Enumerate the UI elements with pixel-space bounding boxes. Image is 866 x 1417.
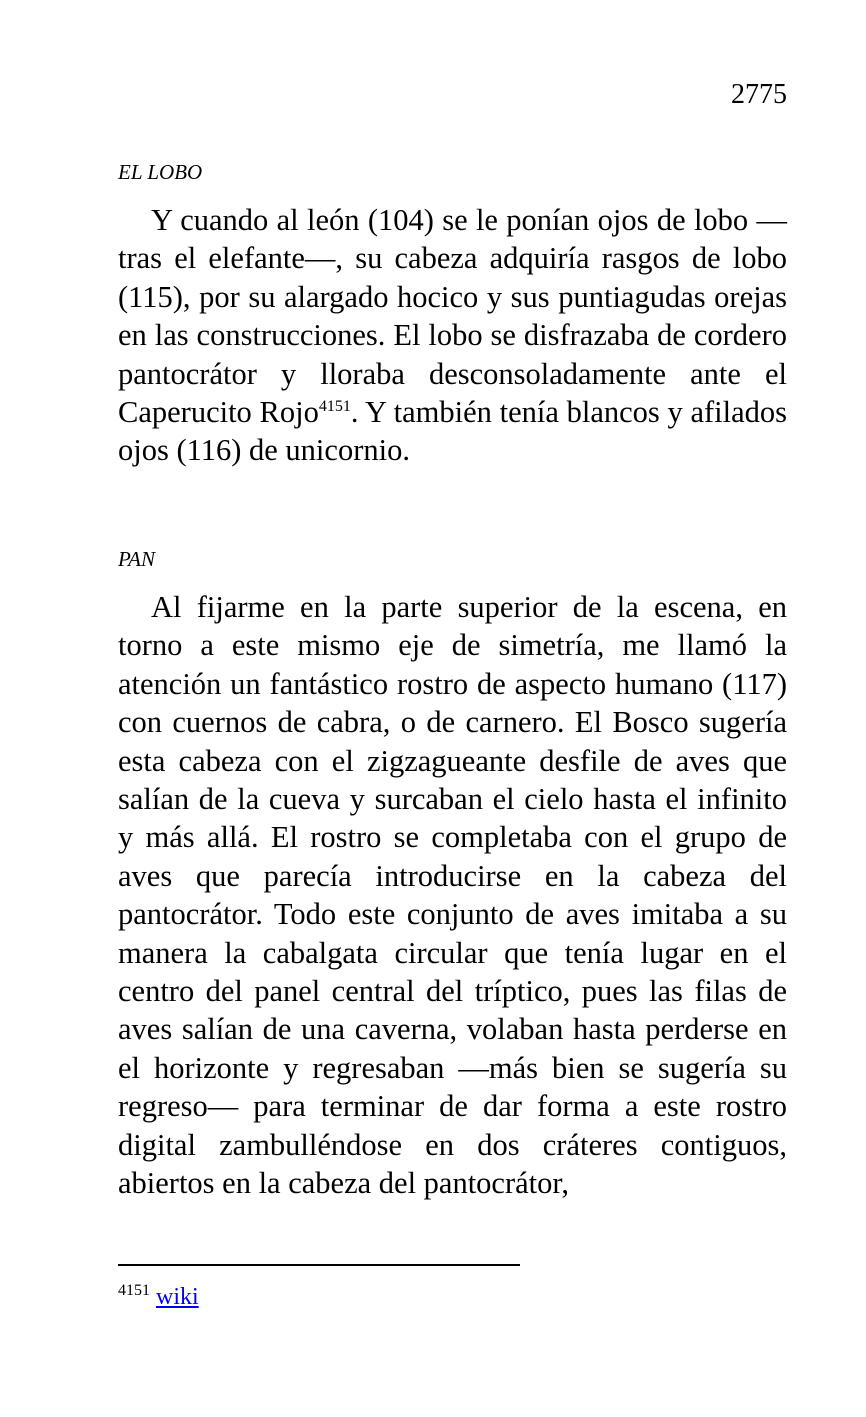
paragraph-el-lobo <box>118 201 787 470</box>
section-heading-el-lobo: EL LOBO <box>118 160 203 184</box>
footnote-link[interactable]: wiki <box>156 1284 199 1310</box>
footnote-marker[interactable]: 4151 <box>318 397 351 415</box>
paragraph-text: Y cuando al león (104) se le ponían ojos de lobo —tras el elefante—, su cabeza adquiría rasgos de lobo (115), por su alargado hocico y sus puntiagudas orejas en las construcciones. El lobo se disfrazaba de cordero pantocrátor y lloraba desconsoladamente ante el Caperucito Rojo <box>118 203 787 430</box>
footnote-separator <box>118 1264 520 1266</box>
page-number: 2775 <box>731 79 787 110</box>
section-heading-pan: PAN <box>118 547 155 571</box>
paragraph-text-continued: . Y también tenía blancos y afilados ojos (116) de unicornio. <box>118 395 787 468</box>
paragraph-pan: Al fijarme en la parte superior de la escena, en torno a este mismo eje de simetría, me llamó la atención un fantástico rostro de aspecto humano (117) con cuernos de cabra, o de carnero. El Bosco sugería esta cabeza con el zigzagueante desfile de aves que salían de la cueva y surcaban el cielo hasta el infinito y más allá. El rostro se completaba con el grupo de aves que parecía introducirse en la cabeza del pantocrátor. Todo este conjunto de aves imitaba a su manera la cabalgata circular que tenía lugar en el centro del panel central del tríptico, pues las filas de aves salían de una caverna, volaban hasta perderse en el horizonte y regresaban —más bien se sugería su regreso— para terminar de dar forma a este rostro digital zambulléndose en dos cráteres contiguos, abiertos en la cabeza del pantocrátor, <box>118 590 787 1201</box>
footnote <box>118 1282 199 1312</box>
footnote-number: 4151 <box>118 1282 150 1299</box>
